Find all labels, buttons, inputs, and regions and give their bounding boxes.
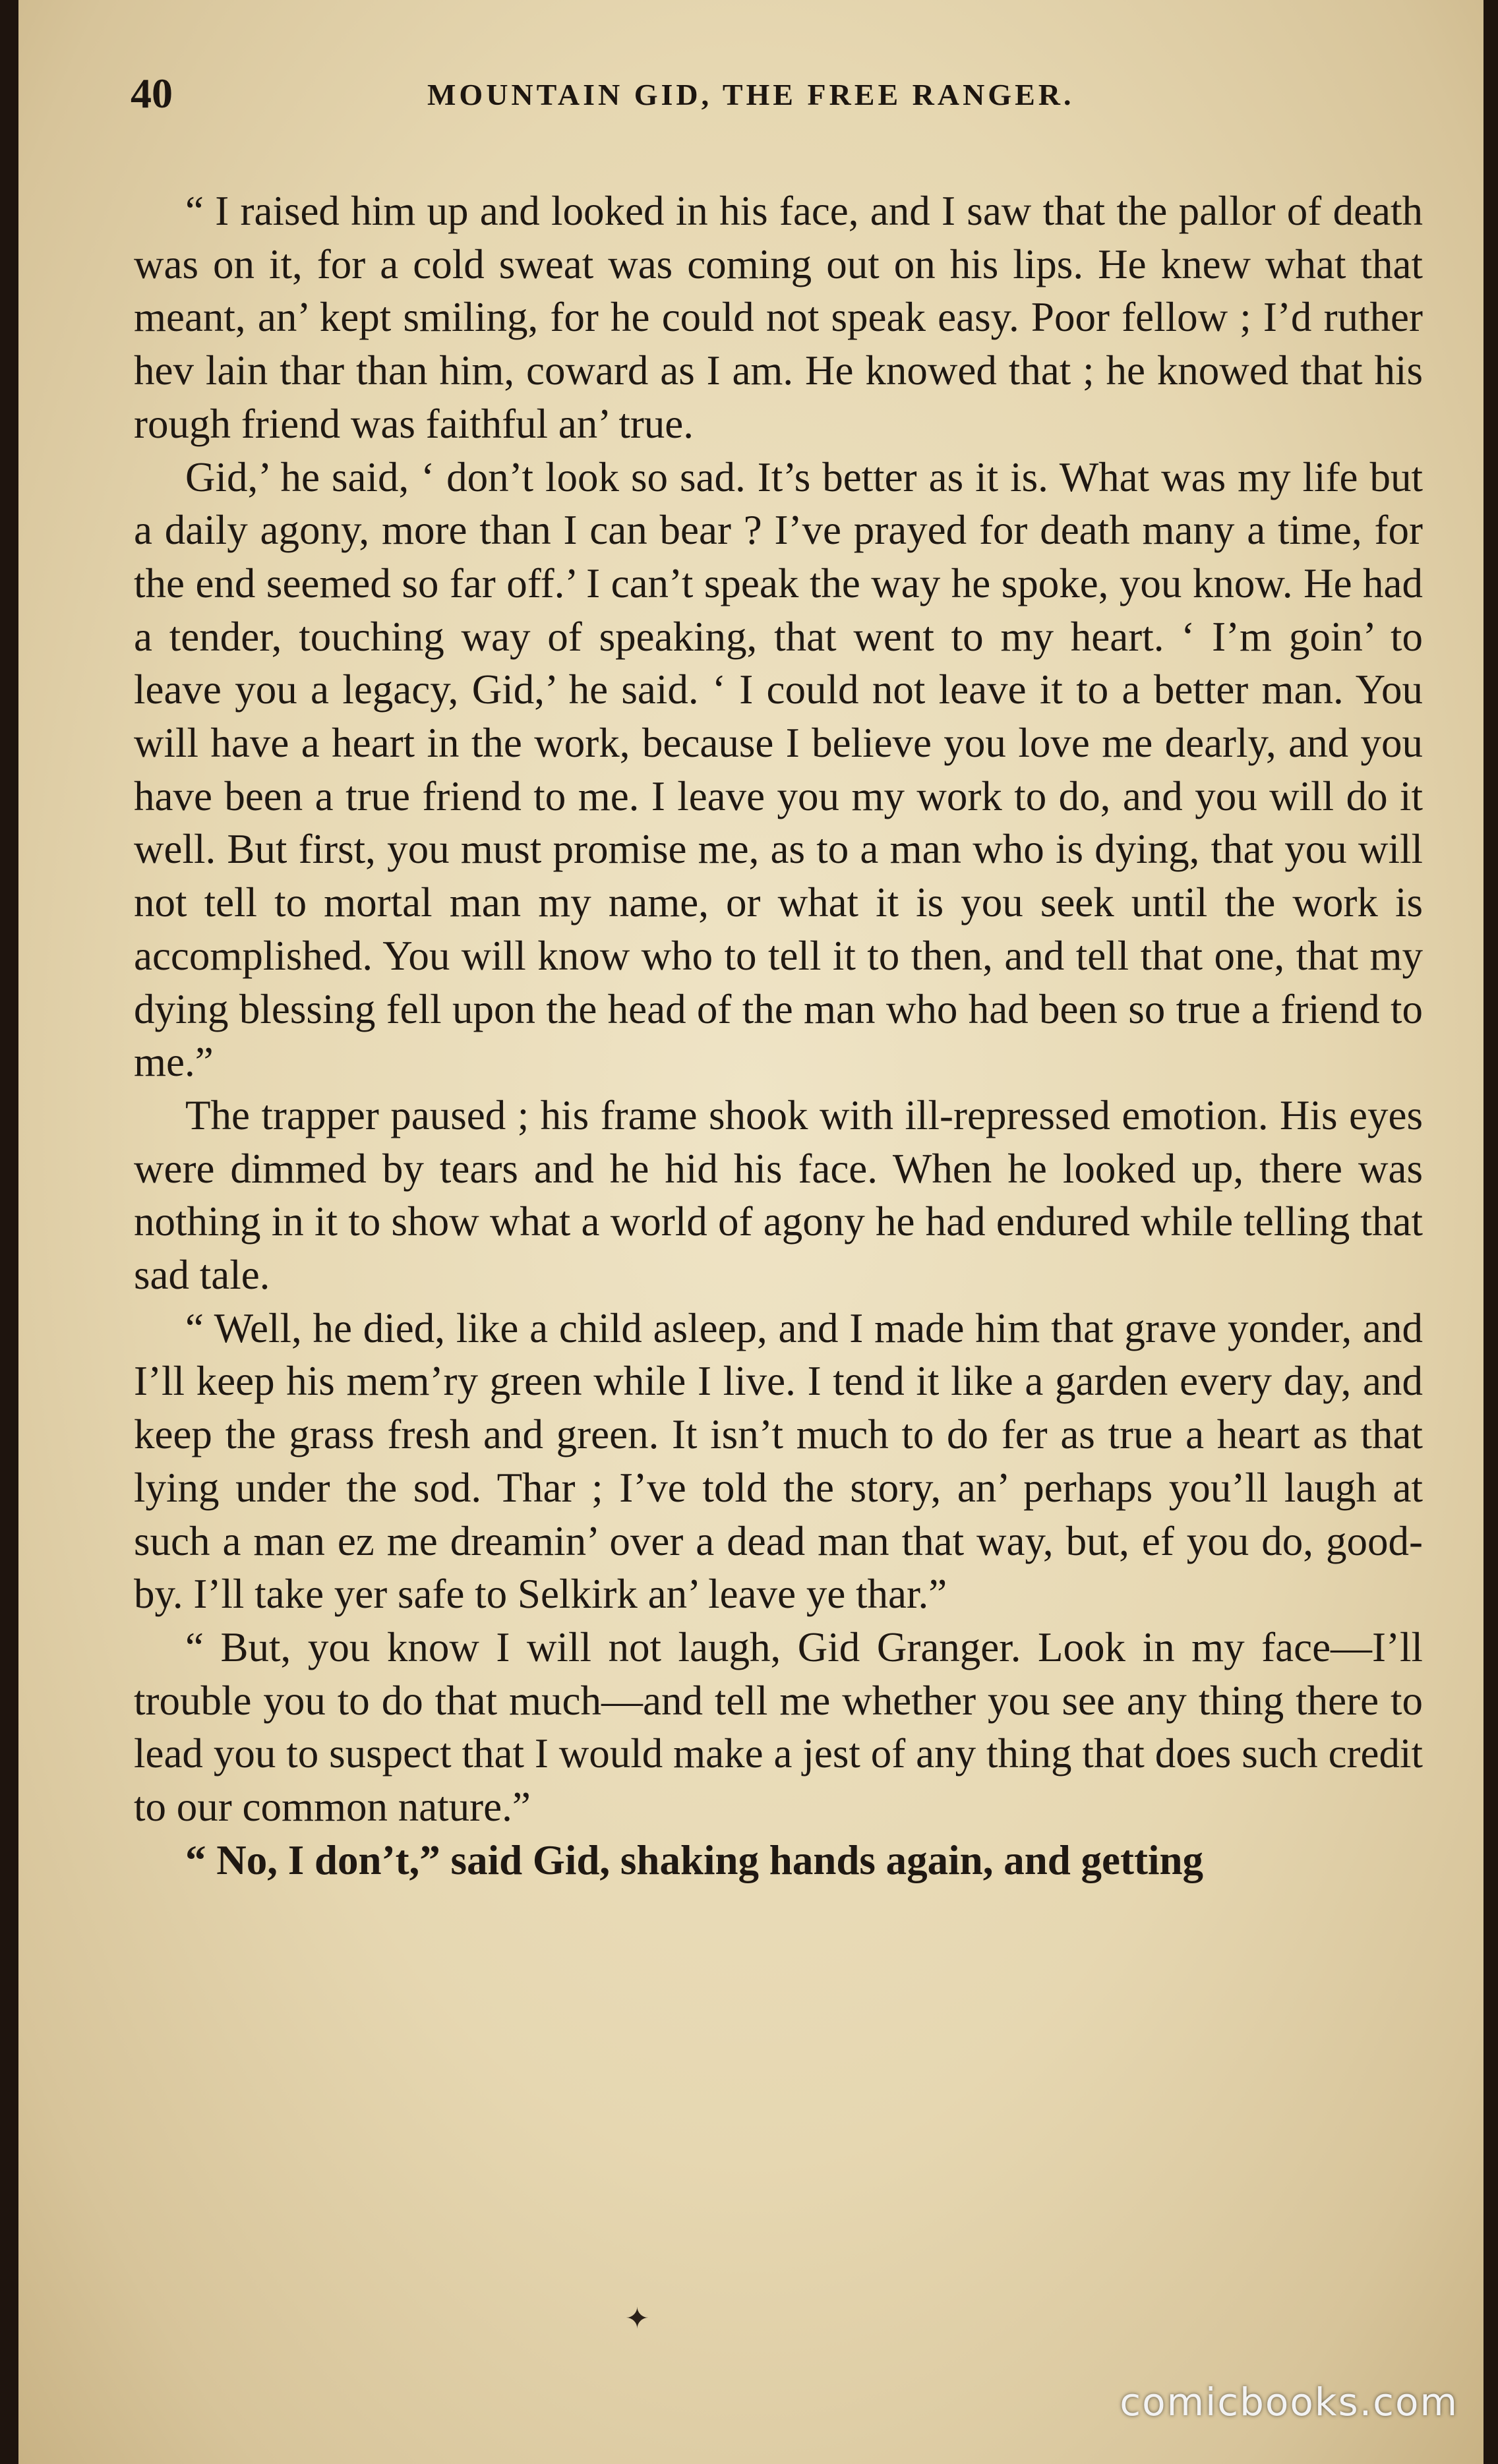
paragraph-6: “ No, I don’t,” said Gid, shaking hands again, and getting bbox=[185, 1836, 1203, 1883]
body-text bbox=[134, 185, 1423, 1887]
running-title: MOUNTAIN GID, THE FREE RANGER. bbox=[427, 78, 1075, 111]
printer-ornament: ✦ bbox=[625, 2302, 649, 2335]
paragraph-5: “ But, you know I will not laugh, Gid Granger. Look in my face—I’ll trouble you to do that much—and tell me whether you see any thing there to lead you to suspect that I would make a jest of any thing that does such credit to our common nature.” bbox=[134, 1624, 1423, 1831]
paragraph-4: “ Well, he died, like a child asleep, and I made him that grave yonder, and I’ll keep his mem’ry green while I live. I tend it like a garden every day, and keep the grass fresh and green. It isn’t much to do fer as true a heart as that lying under the sod. Thar ; I’ve told the story, an’ perhaps you’ll laugh at such a man ez me dreamin’ over a dead man that way, but, ef you do, good-by. I’ll take yer safe to Selkirk an’ leave ye thar.” bbox=[134, 1305, 1423, 1618]
running-head bbox=[131, 69, 1429, 129]
page-number: 40 bbox=[131, 70, 173, 117]
book-page bbox=[18, 0, 1483, 2464]
paragraph-2: Gid,’ he said, ‘ don’t look so sad. It’s better as it is. What was my life but a daily agony, more than I can bear ? I’ve prayed for death many a time, for the end seemed so far off.’ I can’t speak the way he spoke, you know. He had a tender, touching way of speaking, that went to my heart. ‘ I’m goin’ to leave you a legacy, Gid,’ he said. ‘ I could not leave it to a better man. You will have a heart in the work, because I believe you love me dearly, and you have been a true friend to me. I leave you my work to do, and you will do it well. But first, you must promise me, as to a man who is dying, that you will not tell to mortal man my name, or what it is you seek until the work is accomplished. You will know who to tell it to then, and tell that one, that my dying blessing fell upon the head of the man who had been so true a friend to me.” bbox=[134, 454, 1423, 1086]
site-watermark: comicbooks.com bbox=[1120, 2380, 1458, 2424]
paragraph-3: The trapper paused ; his frame shook with ill-repressed emotion. His eyes were dimmed by tears and he hid his face. When he looked up, there was nothing in it to show what a world of agony he had endured while telling that sad tale. bbox=[134, 1092, 1423, 1299]
paragraph-1: “ I raised him up and looked in his face, and I saw that the pallor of death was on it, for a cold sweat was coming out on his lips. He knew what that meant, an’ kept smiling, for he could not speak easy. Poor fellow ; I’d ruther hev lain thar than him, coward as I am. He knowed that ; he knowed that his rough friend was faithful an’ true. bbox=[134, 188, 1423, 447]
